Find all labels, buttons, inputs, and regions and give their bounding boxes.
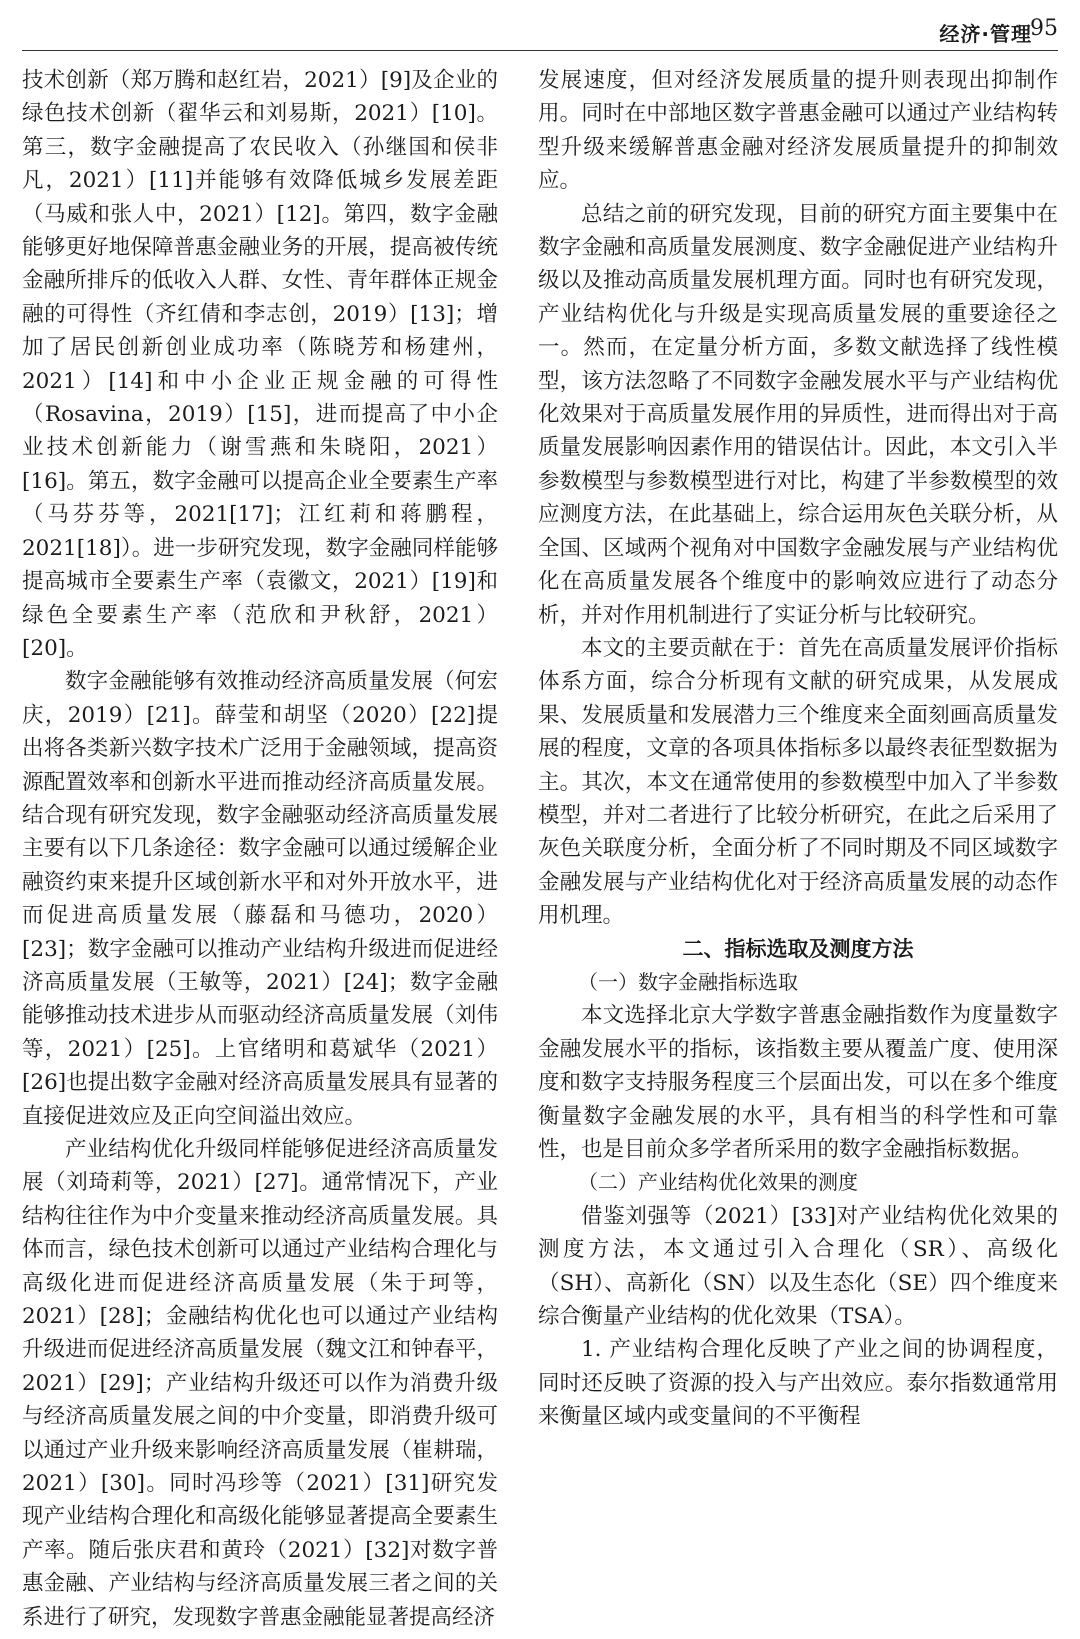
page-number: 95 (1030, 16, 1058, 41)
right-column (538, 64, 1058, 1434)
paragraph: 发展速度，但对经济发展质量的提升则表现出抑制作用。同时在中部地区数字普惠金融可以通过产业结构转型升级来缓解普惠金融对经济发展质量提升的抑制效应。 (538, 68, 1058, 194)
paragraph: 数字金融能够有效推动经济高质量发展（何宏庆，2019）[21]。薛莹和胡坚（2020）[22]提出将各类新兴数字技术广泛用于金融领域，提高资源配置效率和创新水平进而推动经济高质量发展。结合现有研究发现，数字金融驱动经济高质量发展主要有以下几条途径：数字金融可以通过缓解企业融资约束来提升区域创新水平和对外开放水平，进而促进高质量发展（藤磊和马德功，2020）[23]；数字金融可以推动产业结构升级进而促进经济高质量发展（王敏等，2021）[24]；数字金融能够推动技术进步从而驱动经济高质量发展（刘伟等，2021）[25]。上官绪明和葛斌华（2021）[26]也提出数字金融对经济高质量发展具有显著的直接促进效应及正向空间溢出效应。 (22, 669, 498, 1129)
left-column (22, 64, 498, 1634)
page-header (22, 14, 1058, 51)
subsection-heading: （一）数字金融指标选取 (578, 969, 798, 994)
running-head: 经济·管理 (939, 22, 1032, 46)
paragraph: 总结之前的研究发现，目前的研究方面主要集中在数字金融和高质量发展测度、数字金融促进产业结构升级以及推动高质量发展机理方面。同时也有研究发现，产业结构优化与升级是实现高质量发展的重要途径之一。然而，在定量分析方面，多数文献选择了线性模型，该方法忽略了不同数字金融发展水平与产业结构优化效果对于高质量发展作用的异质性，进而得出对于高质量发展影响因素作用的错误估计。因此，本文引入半参数模型与参数模型进行对比，构建了半参数模型的效应测度方法，在此基础上，综合运用灰色关联分析，从全国、区域两个视角对中国数字金融发展与产业结构优化在高质量发展各个维度中的影响效应进行了动态分析，并对作用机制进行了实证分析与比较研究。 (538, 201, 1058, 628)
paragraph: 借鉴刘强等（2021）[33]对产业结构优化效果的测度方法，本文通过引入合理化（SR）、高级化（SH）、高新化（SN）以及生态化（SE）四个维度来综合衡量产业结构的优化效果（TSA）。 (538, 1203, 1058, 1330)
paragraph: 本文选择北京大学数字普惠金融指数作为度量数字金融发展水平的指标，该指数主要从覆盖广度、使用深度和数字支持服务程度三个层面出发，可以在多个维度衡量数字金融发展的水平，具有相当的科学性和可靠性，也是目前众多学者所采用的数字金融指标数据。 (538, 1003, 1058, 1162)
paragraph: 技术创新（郑万腾和赵红岩，2021）[9]及企业的绿色技术创新（翟华云和刘易斯，2021）[10]。第三，数字金融提高了农民收入（孙继国和侯非凡，2021）[11]并能够有效降低城乡发展差距（马威和张人中，2021）[12]。第四，数字金融能够更好地保障普惠金融业务的开展，提高被传统金融所排斥的低收入人群、女性、青年群体正规金融的可得性（齐红倩和李志创，2019）[13]；增加了居民创新创业成功率（陈晓芳和杨建州，2021）[14]和中小企业正规金融的可得性（Rosavina，2019）[15]，进而提高了中小企业技术创新能力（谢雪燕和朱晓阳，2021）[16]。第五，数字金融可以提高企业全要素生产率（马芬芬等，2021[17]；江红莉和蒋鹏程，2021[18]）。进一步研究发现，数字金融同样能够提高城市全要素生产率（袁徽文，2021）[19]和绿色全要素生产率（范欣和尹秋舒，2021）[20]。 (22, 68, 498, 661)
paragraph: 产业结构优化升级同样能够促进经济高质量发展（刘琦莉等，2021）[27]。通常情况下，产业结构往往作为中介变量来推动经济高质量发展。具体而言，绿色技术创新可以通过产业结构合理化与高级化进而促进经济高质量发展（朱于珂等，2021）[28]；金融结构优化也可以通过产业结构升级进而促进经济高质量发展（魏文江和钟春平，2021）[29]；产业结构升级还可以作为消费升级与经济高质量发展之间的中介变量，即消费升级可以通过产业升级来影响经济高质量发展（崔耕瑞，2021）[30]。同时冯珍等（2021）[31]研究发现产业结构合理化和高级化能够显著提高全要素生产率。随后张庆君和黄玲（2021）[32]对数字普惠金融、产业结构与经济高质量发展三者之间的关系进行了研究，发现数字普惠金融能显著提高经济 (22, 1137, 498, 1630)
subsection-heading: （二）产业结构优化效果的测度 (578, 1170, 858, 1195)
paragraph: 本文的主要贡献在于：首先在高质量发展评价指标体系方面，综合分析现有文献的研究成果，从发展成果、发展质量和发展潜力三个维度来全面刻画高质量发展的程度，文章的各项具体指标多以最终表征型数据为主。其次，本文在通常使用的参数模型中加入了半参数模型，并对二者进行了比较分析研究，在此之后采用了灰色关联度分析，全面分析了不同时期及不同区域数字金融发展与产业结构优化对于经济高质量发展的动态作用机理。 (538, 635, 1058, 929)
section-heading: 二、指标选取及测度方法 (682, 936, 914, 961)
paragraph: 1. 产业结构合理化反映了产业之间的协调程度，同时还反映了资源的投入与产出效应。泰尔指数通常用来衡量区域内或变量间的不平衡程 (538, 1337, 1058, 1430)
